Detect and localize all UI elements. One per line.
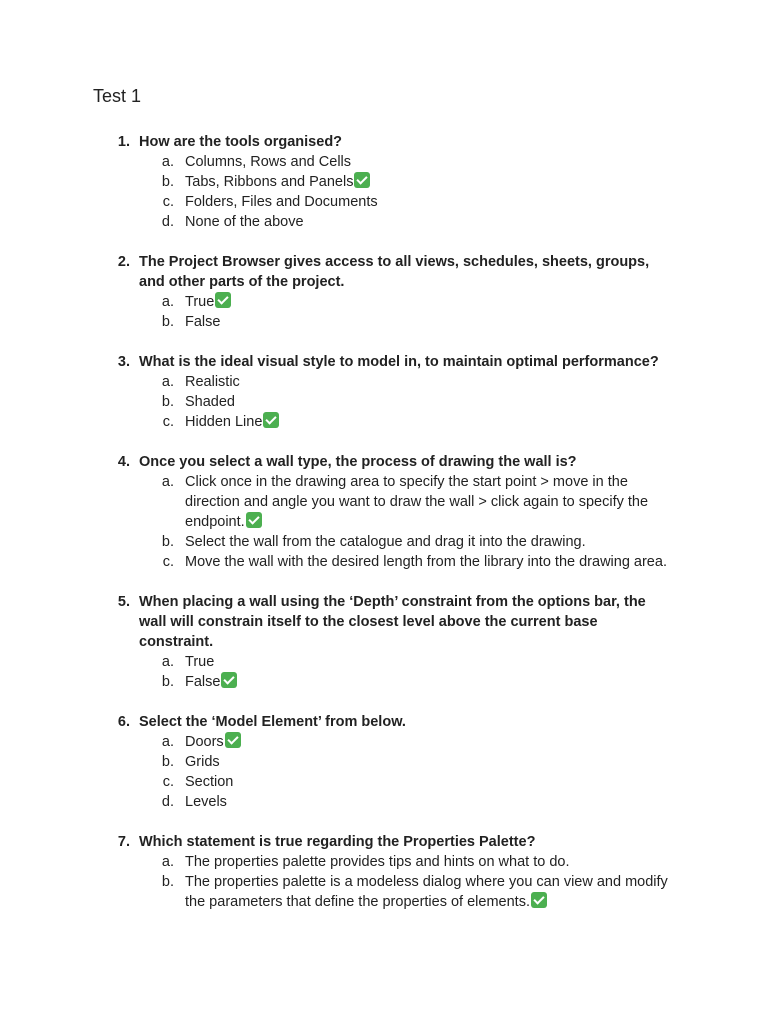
question-text: Which statement is true regarding the Properties Palette? <box>139 834 536 850</box>
option-text-wrap <box>185 152 670 172</box>
option-letter: b. <box>161 674 174 690</box>
option-text: Tabs, Ribbons and Panels <box>185 174 354 190</box>
option-item <box>0 472 768 532</box>
option-item <box>0 672 768 692</box>
question-row <box>0 352 768 372</box>
option-item <box>0 172 768 192</box>
option-letter: b. <box>161 174 174 190</box>
option-text-wrap <box>185 852 670 872</box>
check-mark-icon <box>354 172 370 188</box>
option-item <box>0 652 768 672</box>
option-text: Realistic <box>185 374 240 390</box>
option-letter: b. <box>161 534 174 550</box>
page-title: Test 1 <box>93 86 142 106</box>
question-text: When placing a wall using the ‘Depth’ constraint from the options bar, the wall will constrain itself to the closest level above the current base constraint. <box>139 594 646 650</box>
option-item <box>0 752 768 772</box>
option-text: Hidden Line <box>185 414 263 430</box>
question-7 <box>0 832 768 912</box>
option-text: The properties palette is a modeless dialog where you can view and modify the parameters that define the properties of elements. <box>185 874 668 910</box>
question-row <box>0 252 768 292</box>
option-list <box>0 292 768 332</box>
option-letter: a. <box>161 154 174 170</box>
option-item <box>0 532 768 552</box>
question-number: 3. <box>117 354 130 370</box>
option-letter: b. <box>161 754 174 770</box>
option-item <box>0 852 768 872</box>
option-text-wrap <box>185 532 670 552</box>
option-text: False <box>185 674 221 690</box>
option-text: Select the wall from the catalogue and drag it into the drawing. <box>185 534 586 550</box>
option-item <box>0 152 768 172</box>
question-number: 6. <box>117 714 130 730</box>
question-6 <box>0 712 768 812</box>
option-text-wrap <box>185 552 670 572</box>
option-letter: d. <box>161 794 174 810</box>
option-text-wrap <box>185 312 670 332</box>
option-item <box>0 212 768 232</box>
option-list <box>0 652 768 692</box>
option-letter: b. <box>161 314 174 330</box>
check-mark-icon <box>246 512 262 528</box>
option-text: Grids <box>185 754 220 770</box>
option-item <box>0 552 768 572</box>
option-letter: c. <box>162 194 174 210</box>
option-item <box>0 192 768 212</box>
question-text: Once you select a wall type, the process of drawing the wall is? <box>139 454 577 470</box>
check-mark-icon <box>531 892 547 908</box>
option-text-wrap <box>185 192 670 212</box>
option-text-wrap <box>185 792 670 812</box>
option-list <box>0 152 768 232</box>
option-item <box>0 412 768 432</box>
option-list <box>0 732 768 812</box>
option-letter: b. <box>161 394 174 410</box>
option-text-wrap <box>185 392 670 412</box>
option-item <box>0 292 768 312</box>
question-number: 1. <box>117 134 130 150</box>
option-item <box>0 772 768 792</box>
option-letter: a. <box>161 854 174 870</box>
question-5 <box>0 592 768 692</box>
question-text: What is the ideal visual style to model in, to maintain optimal performance? <box>139 354 659 370</box>
option-text: Section <box>185 774 234 790</box>
option-text: The properties palette provides tips and hints on what to do. <box>185 854 570 870</box>
question-3 <box>0 352 768 432</box>
question-row <box>0 832 768 852</box>
question-row <box>0 592 768 652</box>
option-text: True <box>185 654 215 670</box>
option-text-wrap <box>185 292 670 312</box>
check-mark-icon <box>215 292 231 308</box>
option-text-wrap <box>185 732 670 752</box>
check-mark-icon <box>221 672 237 688</box>
question-list <box>0 132 768 932</box>
question-row <box>0 712 768 732</box>
option-text-wrap <box>185 472 670 532</box>
option-letter: a. <box>161 294 174 310</box>
option-text-wrap <box>185 212 670 232</box>
option-text-wrap <box>185 872 670 912</box>
option-text: None of the above <box>185 214 304 230</box>
question-row <box>0 452 768 472</box>
check-mark-icon <box>225 732 241 748</box>
option-text: True <box>185 294 215 310</box>
option-list <box>0 372 768 432</box>
option-item <box>0 312 768 332</box>
option-text: Levels <box>185 794 227 810</box>
option-text-wrap <box>185 652 670 672</box>
question-4 <box>0 452 768 572</box>
option-text: Move the wall with the desired length from the library into the drawing area. <box>185 554 667 570</box>
question-text: The Project Browser gives access to all views, schedules, sheets, groups, and other parts of the project. <box>139 254 650 290</box>
option-text: False <box>185 314 221 330</box>
question-number: 5. <box>117 594 130 610</box>
option-text-wrap <box>185 752 670 772</box>
option-letter: a. <box>161 474 174 490</box>
option-letter: b. <box>161 874 174 890</box>
option-text: Click once in the drawing area to specify the start point > move in the direction and angle you want to draw the wall > click again to specify the endpoint. <box>185 474 649 530</box>
question-row <box>0 132 768 152</box>
question-text: Select the ‘Model Element’ from below. <box>139 714 406 730</box>
question-text: How are the tools organised? <box>139 134 343 150</box>
option-text: Doors <box>185 734 224 750</box>
question-2 <box>0 252 768 332</box>
option-text-wrap <box>185 412 670 432</box>
option-list <box>0 472 768 572</box>
option-text: Columns, Rows and Cells <box>185 154 352 170</box>
option-list <box>0 852 768 912</box>
option-text-wrap <box>185 772 670 792</box>
option-text-wrap <box>185 672 670 692</box>
option-item <box>0 872 768 912</box>
question-number: 7. <box>117 834 130 850</box>
option-item <box>0 392 768 412</box>
option-text-wrap <box>185 172 670 192</box>
option-text: Shaded <box>185 394 235 410</box>
option-letter: c. <box>162 414 174 430</box>
check-mark-icon <box>263 412 279 428</box>
option-text: Folders, Files and Documents <box>185 194 378 210</box>
question-number: 2. <box>117 254 130 270</box>
option-item <box>0 732 768 752</box>
question-number: 4. <box>117 454 130 470</box>
question-1 <box>0 132 768 232</box>
option-letter: a. <box>161 374 174 390</box>
option-text-wrap <box>185 372 670 392</box>
option-letter: d. <box>161 214 174 230</box>
option-letter: c. <box>162 774 174 790</box>
option-item <box>0 372 768 392</box>
option-letter: a. <box>161 734 174 750</box>
option-letter: a. <box>161 654 174 670</box>
option-letter: c. <box>162 554 174 570</box>
option-item <box>0 792 768 812</box>
